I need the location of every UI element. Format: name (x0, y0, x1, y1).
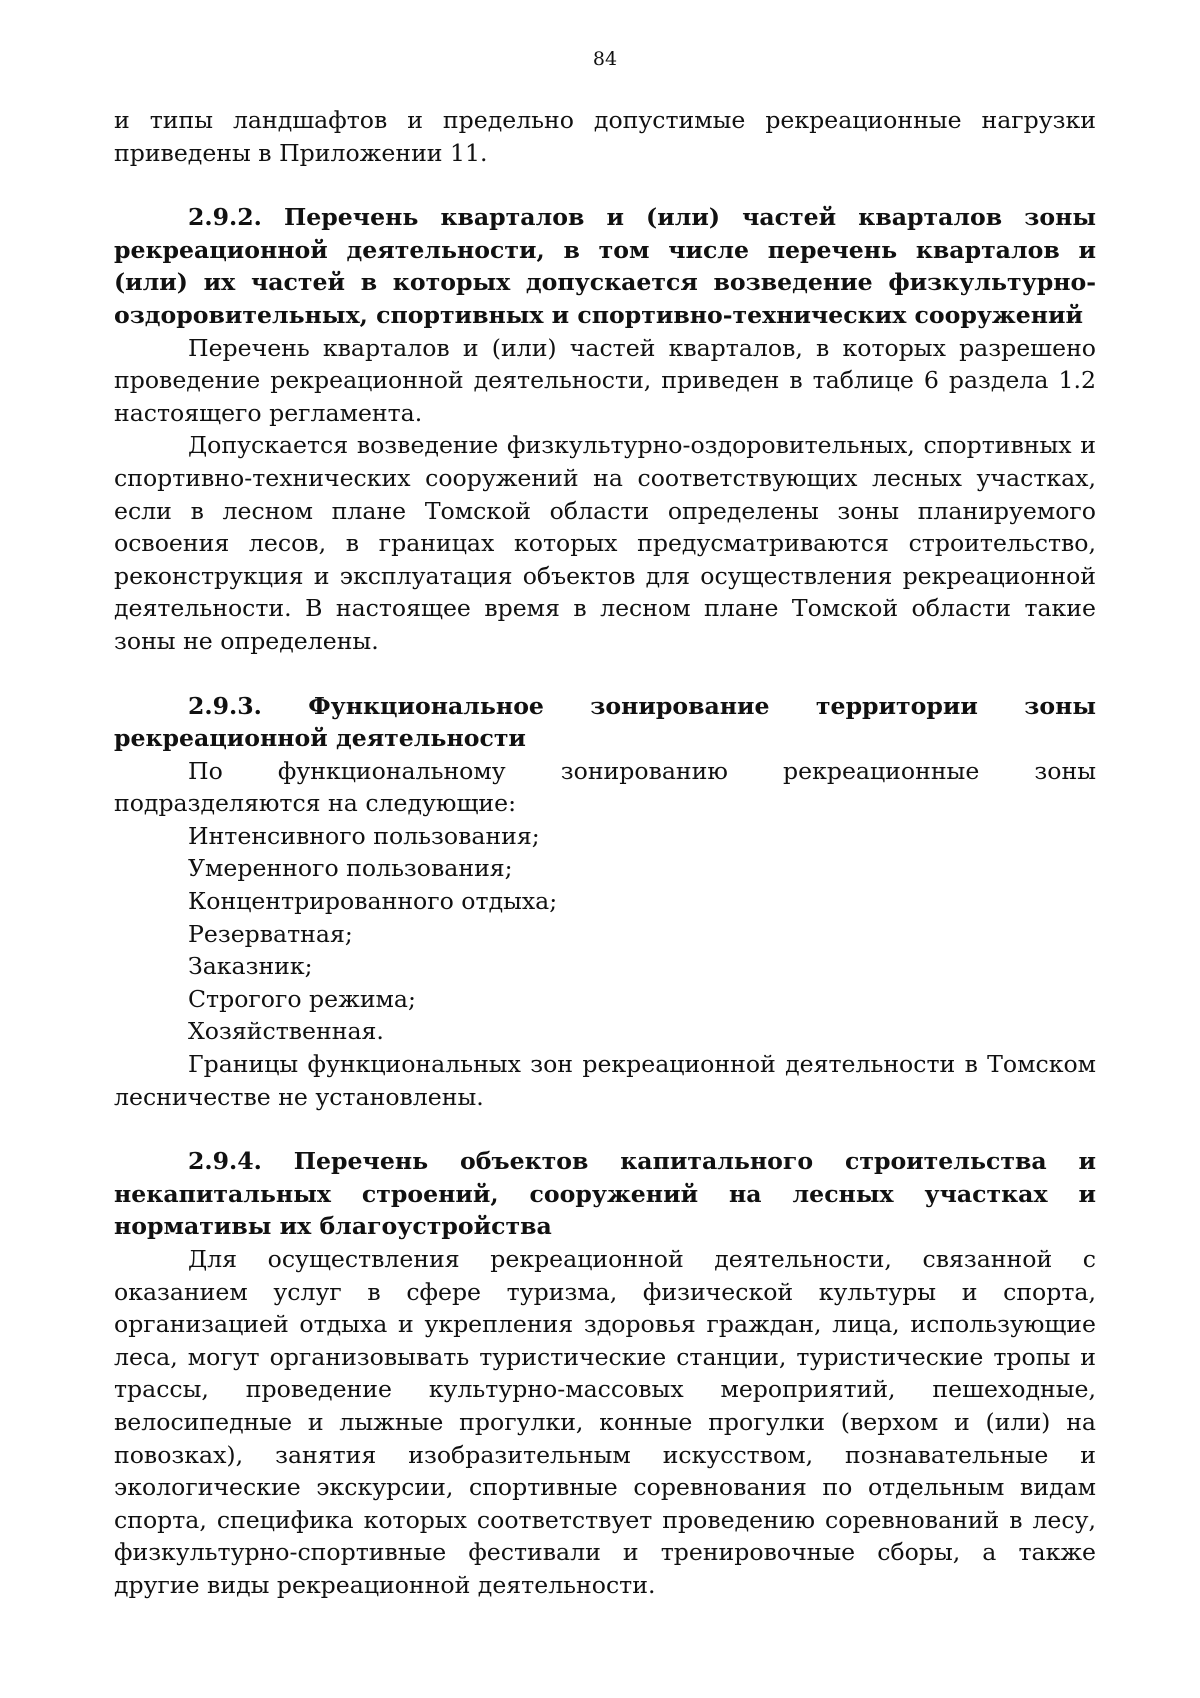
zone-list-item: Хозяйственная. (188, 1017, 384, 1046)
section-2-9-4 (114, 1145, 1096, 1601)
zone-list-item: Интенсивного пользования; (188, 821, 540, 850)
section-2-9-2 (114, 201, 1096, 657)
spacer (114, 169, 1096, 201)
section-2-9-2-paragraph-1: Перечень кварталов и (или) частей кварталов, в которых разрешено проведение рекреационной деятельности, приведен в таблице 6 раздела 1.2 настоящего регламента. (114, 333, 1096, 427)
section-2-9-3 (114, 690, 1096, 1114)
spacer (114, 658, 1096, 690)
section-2-9-3-intro: По функциональному зонированию рекреационные зоны подразделяются на следующие: (114, 756, 1096, 818)
zone-list-item: Резерватная; (188, 919, 353, 948)
page-number: 84 (592, 48, 618, 70)
section-2-9-4-paragraph: Для осуществления рекреационной деятельности, связанной с оказанием услуг в сфере туризма, физической культуры и спорта, организацией отдыха и укрепления здоровья граждан, лица, использующие леса, могут организовывать туристические станции, туристические тропы и трассы, проведение культурно-массовых мероприятий, пешеходные, велосипедные и лыжные прогулки, конные прогулки (верхом и (или) на повозках), занятия изобразительным искусством, познавательные и экологические экскурсии, спортивные соревнования по отдельным видам спорта, специфика которых соответствует проведению соревнований в лесу, физкультурно-спортивные фестивали и тренировочные сборы, а также другие виды рекреационной деятельности. (114, 1245, 1096, 1599)
zone-list-item: Умеренного пользования; (188, 854, 513, 883)
zone-list-item: Концентрированного отдыха; (188, 887, 558, 916)
section-2-9-3-heading: 2.9.3. Функциональное зонирование территории зоны рекреационной деятельности (114, 691, 1096, 753)
section-2-9-2-heading: 2.9.2. Перечень кварталов и (или) частей кварталов зоны рекреационной деятельности, в том числе перечень кварталов и (или) их частей в которых допускается возведение физкультурно-оздоровительных, спортивных и спортивно-технических сооружений (114, 203, 1096, 329)
intro-paragraph: и типы ландшафтов и предельно допустимые рекреационные нагрузки приведены в Приложении 11. (114, 106, 1096, 167)
spacer (114, 1113, 1096, 1145)
section-2-9-2-paragraph-2: Допускается возведение физкультурно-оздоровительных, спортивных и спортивно-технических сооружений на соответствующих лесных участках, если в лесном плане Томской области определены зоны планируемого освоения лесов, в границах которых предусматриваются строительство, реконструкция и эксплуатация объектов для осуществления рекреационной деятельности. В настоящее время в лесном плане Томской области такие зоны не определены. (114, 431, 1096, 655)
zone-list-item: Заказник; (188, 952, 313, 981)
document-page (114, 38, 1096, 1602)
section-2-9-3-closing: Границы функциональных зон рекреационной деятельности в Томском лесничестве не установлены. (114, 1050, 1096, 1111)
section-2-9-4-heading: 2.9.4. Перечень объектов капитального строительства и некапитальных строений, сооружений на лесных участках и нормативы их благоустройства (114, 1147, 1096, 1241)
zone-list-item: Строгого режима; (188, 984, 416, 1013)
